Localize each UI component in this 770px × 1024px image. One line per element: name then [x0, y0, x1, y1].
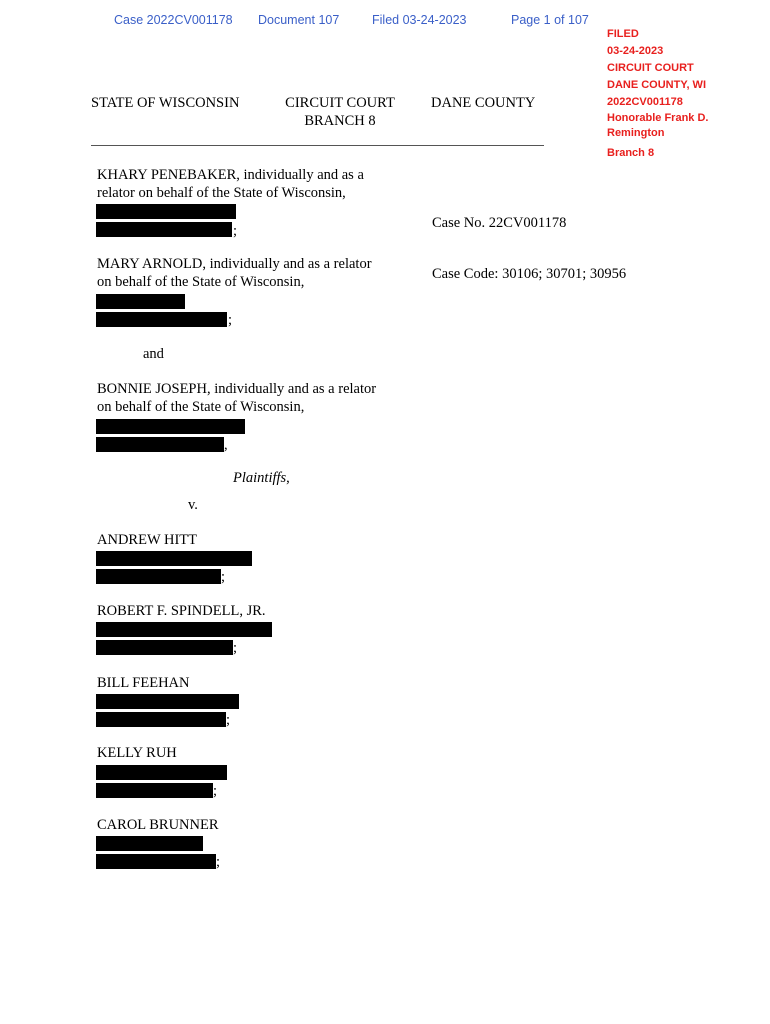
- semicolon: ;: [233, 223, 238, 239]
- conjunction-and: and: [143, 346, 164, 362]
- plaintiff-arnold-line2: on behalf of the State of Wisconsin,: [97, 274, 305, 290]
- comma: ,: [224, 437, 228, 453]
- stamp-case-number: 2022CV001178: [607, 96, 683, 108]
- redaction-bar: [96, 294, 185, 309]
- versus: v.: [188, 497, 198, 513]
- plaintiff-penebaker-line2: relator on behalf of the State of Wisconsin,: [97, 185, 346, 201]
- caption-state: STATE OF WISCONSIN: [91, 95, 240, 111]
- caption-divider: [91, 145, 544, 146]
- redaction-bar: [96, 312, 227, 327]
- stamp-judge: Honorable Frank D. Remington: [607, 112, 709, 139]
- caption-court: [270, 94, 410, 130]
- stamp-date: 03-24-2023: [607, 45, 664, 57]
- plaintiffs-label: [233, 469, 290, 487]
- redaction-bar: [96, 551, 252, 566]
- redaction-bar: [96, 854, 216, 869]
- stamp-county: DANE COUNTY, WI: [607, 79, 706, 91]
- defendant-feehan: BILL FEEHAN: [97, 675, 190, 691]
- stamp-court: CIRCUIT COURT: [607, 62, 694, 74]
- defendant-ruh: KELLY RUH: [97, 745, 177, 761]
- header-page-count: Page 1 of 107: [511, 13, 589, 27]
- redaction-bar: [96, 437, 224, 452]
- redaction-bar: [96, 640, 233, 655]
- redaction-bar: [96, 204, 236, 219]
- redaction-bar: [96, 765, 227, 780]
- plaintiff-arnold-line1: MARY ARNOLD, individually and as a relator: [97, 256, 372, 272]
- semicolon: ;: [221, 569, 226, 585]
- plaintiffs-comma: ,: [286, 470, 290, 486]
- plaintiff-penebaker-line1: KHARY PENEBAKER, individually and as a: [97, 167, 364, 183]
- defendant-hitt: ANDREW HITT: [97, 532, 198, 548]
- redaction-bar: [96, 419, 245, 434]
- case-number: Case No. 22CV001178: [432, 215, 567, 231]
- redaction-bar: [96, 569, 221, 584]
- stamp-filed: FILED: [607, 28, 639, 40]
- redaction-bar: [96, 783, 213, 798]
- redaction-bar: [96, 694, 239, 709]
- defendant-brunner: CAROL BRUNNER: [97, 817, 219, 833]
- redaction-bar: [96, 712, 226, 727]
- redaction-bar: [96, 622, 272, 637]
- stamp-branch: Branch 8: [607, 147, 655, 159]
- semicolon: ;: [228, 312, 233, 328]
- header-document-number: Document 107: [258, 13, 340, 27]
- header-case-number: Case 2022CV001178: [114, 13, 233, 27]
- semicolon: ;: [213, 783, 218, 799]
- header-filed-date: Filed 03-24-2023: [372, 13, 467, 27]
- filing-stamp: [607, 26, 757, 162]
- semicolon: ;: [216, 854, 221, 870]
- plaintiff-joseph-line1: BONNIE JOSEPH, individually and as a relator: [97, 381, 377, 397]
- caption-court-line1: CIRCUIT COURT: [285, 95, 395, 111]
- plaintiff-joseph-line2: on behalf of the State of Wisconsin,: [97, 399, 305, 415]
- plaintiffs-word: Plaintiffs: [233, 470, 287, 486]
- semicolon: ;: [226, 712, 231, 728]
- redaction-bar: [96, 222, 232, 237]
- case-code: Case Code: 30106; 30701; 30956: [432, 266, 627, 282]
- semicolon: ;: [233, 640, 238, 656]
- caption-county: DANE COUNTY: [431, 95, 536, 111]
- defendant-spindell: ROBERT F. SPINDELL, JR.: [97, 603, 266, 619]
- redaction-bar: [96, 836, 203, 851]
- caption-court-line2: BRANCH 8: [304, 113, 376, 129]
